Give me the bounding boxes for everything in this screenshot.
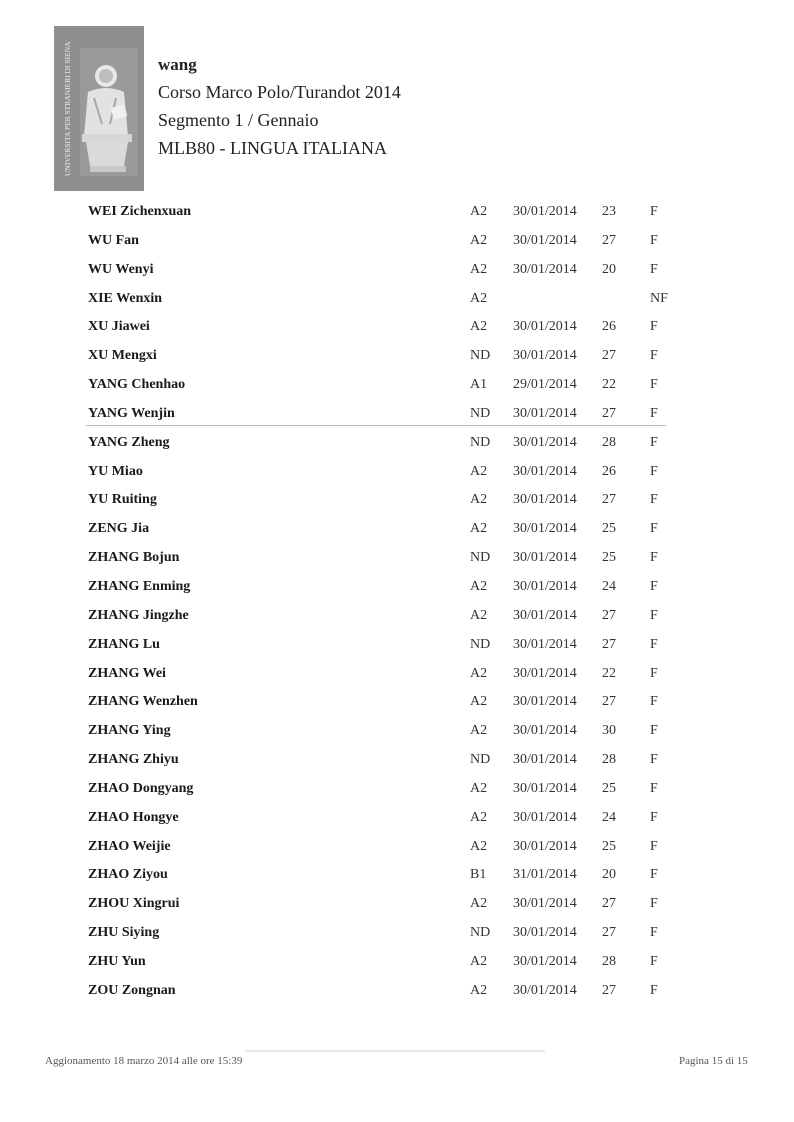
date-cell: 30/01/2014 <box>513 694 577 710</box>
outcome-cell: F <box>650 982 658 998</box>
outcome-cell: F <box>650 434 658 450</box>
student-name: ZHU Siying <box>88 925 160 941</box>
table-row <box>0 604 794 633</box>
score-cell: 20 <box>602 261 616 277</box>
score-cell: 20 <box>602 867 616 883</box>
outcome-cell: F <box>650 405 658 421</box>
level-cell: A2 <box>470 780 488 796</box>
outcome-cell: F <box>650 261 658 277</box>
score-cell: 27 <box>602 925 616 941</box>
student-name: ZHANG Jingzhe <box>88 607 189 623</box>
level-cell: B1 <box>470 867 487 883</box>
level-cell: ND <box>470 434 491 450</box>
date-cell: 30/01/2014 <box>513 723 577 739</box>
outcome-cell: F <box>650 896 658 912</box>
table-row <box>0 863 794 892</box>
score-cell: 27 <box>602 694 616 710</box>
student-name: YU Ruiting <box>88 492 157 508</box>
student-name: WU Wenyi <box>88 261 154 277</box>
outcome-cell: F <box>650 521 658 537</box>
date-cell: 31/01/2014 <box>513 867 577 883</box>
table-row <box>0 892 794 921</box>
level-cell: A2 <box>470 665 488 681</box>
outcome-cell: F <box>650 550 658 566</box>
footer-rule <box>245 1050 545 1052</box>
score-cell: 25 <box>602 550 616 566</box>
table-row <box>0 950 794 979</box>
student-name: ZHANG Zhiyu <box>88 752 179 768</box>
date-cell: 30/01/2014 <box>513 780 577 796</box>
student-results-list <box>0 200 794 1008</box>
level-cell: ND <box>470 405 491 421</box>
student-name: YANG Zheng <box>88 434 170 450</box>
score-cell: 28 <box>602 434 616 450</box>
level-cell: ND <box>470 636 491 652</box>
student-name: YANG Chenhao <box>88 377 186 393</box>
score-cell: 25 <box>602 838 616 854</box>
table-row <box>0 258 794 287</box>
date-cell: 30/01/2014 <box>513 953 577 969</box>
outcome-cell: F <box>650 636 658 652</box>
outcome-cell: F <box>650 377 658 393</box>
student-name: XIE Wenxin <box>88 290 163 306</box>
score-cell: 24 <box>602 809 616 825</box>
outcome-cell: F <box>650 752 658 768</box>
university-seal-icon <box>54 26 144 191</box>
date-cell: 30/01/2014 <box>513 319 577 335</box>
date-cell: 30/01/2014 <box>513 204 577 219</box>
student-name: ZHAO Hongye <box>88 809 179 825</box>
student-name: YU Miao <box>88 463 143 479</box>
date-cell: 30/01/2014 <box>513 550 577 566</box>
level-cell: ND <box>470 550 491 566</box>
date-cell: 30/01/2014 <box>513 405 577 421</box>
outcome-cell: F <box>650 578 658 594</box>
date-cell: 30/01/2014 <box>513 636 577 652</box>
table-row <box>0 806 794 835</box>
outcome-cell: F <box>650 838 658 854</box>
score-cell: 27 <box>602 982 616 998</box>
level-cell: A2 <box>470 896 488 912</box>
student-name: WEI Zichenxuan <box>88 204 192 219</box>
level-cell: A2 <box>470 232 488 248</box>
table-row <box>0 344 794 373</box>
row-divider <box>86 425 666 426</box>
table-row <box>0 777 794 806</box>
level-cell: A2 <box>470 982 488 998</box>
outcome-cell: F <box>650 694 658 710</box>
outcome-cell: F <box>650 809 658 825</box>
table-row <box>0 315 794 344</box>
student-name: ZHANG Wenzhen <box>88 694 198 710</box>
score-cell: 26 <box>602 319 616 335</box>
table-row <box>0 633 794 662</box>
document-header <box>158 52 401 162</box>
score-cell: 27 <box>602 232 616 248</box>
level-cell: A2 <box>470 723 488 739</box>
level-cell: A2 <box>470 463 488 479</box>
date-cell: 30/01/2014 <box>513 982 577 998</box>
outcome-cell: F <box>650 925 658 941</box>
student-name: YANG Wenjin <box>88 405 175 421</box>
score-cell: 25 <box>602 521 616 537</box>
table-row <box>0 546 794 575</box>
level-cell: A1 <box>470 377 488 393</box>
table-row <box>0 460 794 489</box>
level-cell: A2 <box>470 838 488 854</box>
score-cell: 27 <box>602 405 616 421</box>
score-cell: 22 <box>602 665 616 681</box>
student-name: ZHANG Wei <box>88 665 166 681</box>
level-cell: A2 <box>470 319 488 335</box>
course-title: Corso Marco Polo/Turandot 2014 <box>158 82 401 102</box>
date-cell: 29/01/2014 <box>513 377 577 393</box>
date-cell: 30/01/2014 <box>513 607 577 623</box>
date-cell: 30/01/2014 <box>513 809 577 825</box>
table-row <box>0 373 794 402</box>
level-cell: ND <box>470 348 491 364</box>
level-cell: A2 <box>470 492 488 508</box>
footer-update-note: Aggionamento 18 marzo 2014 alle ore 15:39 <box>45 1055 243 1067</box>
student-name: XU Jiawei <box>88 319 150 335</box>
table-row <box>0 690 794 719</box>
score-cell: 27 <box>602 348 616 364</box>
date-cell: 30/01/2014 <box>513 838 577 854</box>
score-cell: 24 <box>602 578 616 594</box>
outcome-cell: F <box>650 348 658 364</box>
level-cell: A2 <box>470 290 488 306</box>
table-row <box>0 287 794 316</box>
table-row <box>0 402 794 431</box>
student-name: XU Mengxi <box>88 348 157 364</box>
outcome-cell: F <box>650 607 658 623</box>
score-cell: 23 <box>602 204 616 219</box>
outcome-cell: F <box>650 665 658 681</box>
student-name: ZHANG Enming <box>88 578 191 594</box>
table-row <box>0 979 794 1008</box>
student-name: WU Fan <box>88 232 139 248</box>
level-cell: A2 <box>470 953 488 969</box>
outcome-cell: F <box>650 492 658 508</box>
student-name: ZOU Zongnan <box>88 982 176 998</box>
level-cell: A2 <box>470 261 488 277</box>
table-row <box>0 921 794 950</box>
table-row <box>0 229 794 258</box>
table-row <box>0 488 794 517</box>
date-cell: 30/01/2014 <box>513 896 577 912</box>
table-row <box>0 662 794 691</box>
score-cell: 27 <box>602 607 616 623</box>
segment-label: Segmento 1 / Gennaio <box>158 110 319 130</box>
outcome-cell: F <box>650 463 658 479</box>
date-cell: 30/01/2014 <box>513 232 577 248</box>
date-cell: 30/01/2014 <box>513 665 577 681</box>
date-cell: 30/01/2014 <box>513 578 577 594</box>
outcome-cell: F <box>650 953 658 969</box>
date-cell: 30/01/2014 <box>513 492 577 508</box>
user-name: wang <box>158 55 197 74</box>
date-cell: 30/01/2014 <box>513 752 577 768</box>
level-cell: A2 <box>470 204 488 219</box>
outcome-cell: F <box>650 204 658 219</box>
student-name: ZHAO Ziyou <box>88 867 168 883</box>
level-cell: A2 <box>470 809 488 825</box>
score-cell: 27 <box>602 636 616 652</box>
table-row <box>0 200 794 229</box>
student-name: ZHOU Xingrui <box>88 896 180 912</box>
table-row <box>0 431 794 460</box>
student-name: ZENG Jia <box>88 521 150 537</box>
table-row <box>0 517 794 546</box>
level-cell: A2 <box>470 694 488 710</box>
score-cell: 28 <box>602 953 616 969</box>
outcome-cell: NF <box>650 290 668 306</box>
table-row <box>0 748 794 777</box>
score-cell: 26 <box>602 463 616 479</box>
table-row <box>0 575 794 604</box>
footer-page-number: Pagina 15 di 15 <box>679 1055 748 1067</box>
score-cell: 28 <box>602 752 616 768</box>
student-name: ZHANG Bojun <box>88 550 180 566</box>
level-cell: A2 <box>470 607 488 623</box>
outcome-cell: F <box>650 723 658 739</box>
outcome-cell: F <box>650 319 658 335</box>
university-logo <box>54 26 144 191</box>
outcome-cell: F <box>650 232 658 248</box>
level-cell: A2 <box>470 578 488 594</box>
score-cell: 25 <box>602 780 616 796</box>
score-cell: 30 <box>602 723 616 739</box>
date-cell: 30/01/2014 <box>513 348 577 364</box>
outcome-cell: F <box>650 780 658 796</box>
subject-label: MLB80 - LINGUA ITALIANA <box>158 138 388 158</box>
student-name: ZHU Yun <box>88 953 146 969</box>
outcome-cell: F <box>650 867 658 883</box>
date-cell: 30/01/2014 <box>513 261 577 277</box>
level-cell: ND <box>470 925 491 941</box>
score-cell: 27 <box>602 896 616 912</box>
score-cell: 27 <box>602 492 616 508</box>
date-cell: 30/01/2014 <box>513 434 577 450</box>
date-cell: 30/01/2014 <box>513 463 577 479</box>
level-cell: ND <box>470 752 491 768</box>
table-row <box>0 835 794 864</box>
date-cell: 30/01/2014 <box>513 521 577 537</box>
student-name: ZHANG Ying <box>88 723 171 739</box>
student-name: ZHAO Weijie <box>88 838 171 854</box>
date-cell: 30/01/2014 <box>513 925 577 941</box>
table-row <box>0 719 794 748</box>
student-name: ZHANG Lu <box>88 636 160 652</box>
score-cell: 22 <box>602 377 616 393</box>
level-cell: A2 <box>470 521 488 537</box>
logo-text: UNIVERSITA PER STRANIERI DI SIENA <box>63 41 72 176</box>
student-name: ZHAO Dongyang <box>88 780 194 796</box>
